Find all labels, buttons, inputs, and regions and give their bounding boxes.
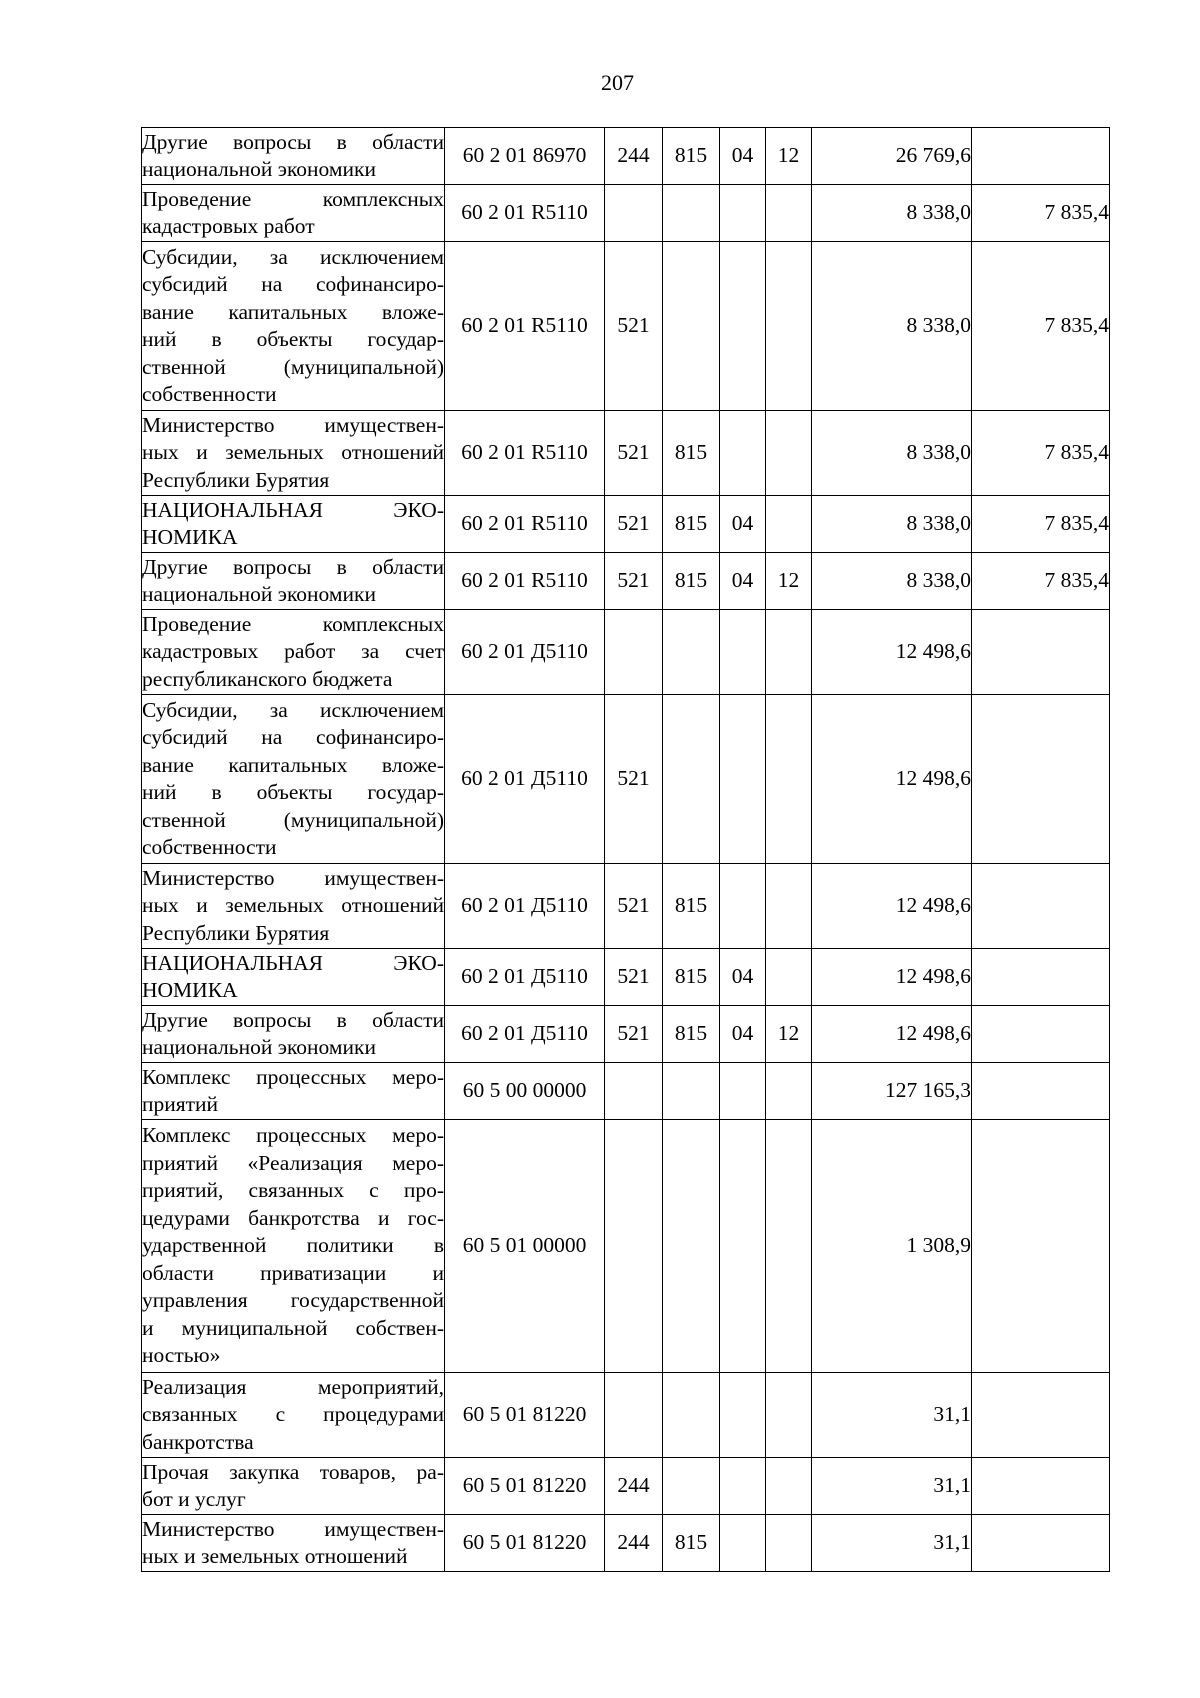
amount-cell: 8 338,0 bbox=[812, 185, 972, 242]
expense-type-cell bbox=[605, 1063, 663, 1120]
amount-federal-cell bbox=[972, 1006, 1110, 1063]
expense-type-cell: 244 bbox=[605, 1458, 663, 1515]
amount-federal-cell bbox=[972, 128, 1110, 185]
amount-cell: 31,1 bbox=[812, 1515, 972, 1572]
amount-cell: 12 498,6 bbox=[812, 695, 972, 864]
amount-cell: 26 769,6 bbox=[812, 128, 972, 185]
amount-federal-cell: 7 835,4 bbox=[972, 411, 1110, 496]
amount-federal-cell: 7 835,4 bbox=[972, 185, 1110, 242]
amount-federal-cell bbox=[972, 1458, 1110, 1515]
target-code-cell: 60 5 01 00000 bbox=[445, 1120, 605, 1373]
item-name-cell: Министерство имуществен- ных и земельных отношений Республики Бурятия bbox=[142, 411, 445, 496]
section-cell: 04 bbox=[720, 553, 766, 610]
expense-type-cell: 521 bbox=[605, 242, 663, 411]
amount-cell: 12 498,6 bbox=[812, 1006, 972, 1063]
item-name-cell: Комплекс процессных меро- приятий bbox=[142, 1063, 445, 1120]
section-cell: 04 bbox=[720, 1006, 766, 1063]
amount-cell: 12 498,6 bbox=[812, 949, 972, 1006]
ministry-code-cell bbox=[663, 1120, 720, 1373]
table-row bbox=[142, 1063, 1110, 1120]
item-name-cell: Другие вопросы в области национальной экономики bbox=[142, 553, 445, 610]
table-row bbox=[142, 553, 1110, 610]
target-code-cell: 60 2 01 86970 bbox=[445, 128, 605, 185]
section-cell bbox=[720, 1515, 766, 1572]
ministry-code-cell: 815 bbox=[663, 553, 720, 610]
expense-type-cell bbox=[605, 1373, 663, 1458]
subsection-cell bbox=[766, 1120, 812, 1373]
amount-federal-cell bbox=[972, 949, 1110, 1006]
subsection-cell bbox=[766, 695, 812, 864]
target-code-cell: 60 2 01 Д5110 bbox=[445, 610, 605, 695]
item-name-cell: Комплекс процессных меро- приятий «Реализация меро- приятий, связанных с про- цедурами банкротства и гос- ударственной политики в области приватизации и управления государственной и муниципальной собствен- ностью» bbox=[142, 1120, 445, 1373]
amount-cell: 127 165,3 bbox=[812, 1063, 972, 1120]
ministry-code-cell bbox=[663, 610, 720, 695]
subsection-cell bbox=[766, 185, 812, 242]
expense-type-cell: 521 bbox=[605, 553, 663, 610]
expense-type-cell bbox=[605, 610, 663, 695]
expense-type-cell: 521 bbox=[605, 1006, 663, 1063]
ministry-code-cell bbox=[663, 1063, 720, 1120]
subsection-cell bbox=[766, 1373, 812, 1458]
amount-federal-cell bbox=[972, 695, 1110, 864]
section-cell: 04 bbox=[720, 496, 766, 553]
section-cell bbox=[720, 864, 766, 949]
amount-cell: 8 338,0 bbox=[812, 411, 972, 496]
target-code-cell: 60 5 01 81220 bbox=[445, 1515, 605, 1572]
subsection-cell bbox=[766, 1063, 812, 1120]
subsection-cell bbox=[766, 949, 812, 1006]
ministry-code-cell: 815 bbox=[663, 411, 720, 496]
section-cell bbox=[720, 411, 766, 496]
ministry-code-cell bbox=[663, 185, 720, 242]
amount-federal-cell bbox=[972, 1063, 1110, 1120]
table-row bbox=[142, 496, 1110, 553]
target-code-cell: 60 5 01 81220 bbox=[445, 1458, 605, 1515]
item-name-cell: Другие вопросы в области национальной экономики bbox=[142, 128, 445, 185]
ministry-code-cell bbox=[663, 242, 720, 411]
target-code-cell: 60 2 01 Д5110 bbox=[445, 695, 605, 864]
section-cell bbox=[720, 242, 766, 411]
subsection-cell bbox=[766, 496, 812, 553]
expense-type-cell: 521 bbox=[605, 695, 663, 864]
target-code-cell: 60 2 01 R5110 bbox=[445, 411, 605, 496]
expense-type-cell bbox=[605, 185, 663, 242]
section-cell bbox=[720, 1458, 766, 1515]
amount-cell: 31,1 bbox=[812, 1458, 972, 1515]
section-cell bbox=[720, 185, 766, 242]
section-cell: 04 bbox=[720, 949, 766, 1006]
amount-federal-cell: 7 835,4 bbox=[972, 553, 1110, 610]
expense-type-cell: 521 bbox=[605, 864, 663, 949]
target-code-cell: 60 2 01 R5110 bbox=[445, 185, 605, 242]
table-row bbox=[142, 864, 1110, 949]
table-row bbox=[142, 128, 1110, 185]
subsection-cell bbox=[766, 610, 812, 695]
target-code-cell: 60 2 01 Д5110 bbox=[445, 949, 605, 1006]
expense-type-cell: 521 bbox=[605, 496, 663, 553]
amount-cell: 8 338,0 bbox=[812, 553, 972, 610]
ministry-code-cell bbox=[663, 1458, 720, 1515]
table-row bbox=[142, 411, 1110, 496]
ministry-code-cell bbox=[663, 1373, 720, 1458]
ministry-code-cell bbox=[663, 695, 720, 864]
expense-type-cell: 244 bbox=[605, 128, 663, 185]
section-cell bbox=[720, 1373, 766, 1458]
ministry-code-cell: 815 bbox=[663, 496, 720, 553]
section-cell bbox=[720, 1063, 766, 1120]
section-cell bbox=[720, 695, 766, 864]
ministry-code-cell: 815 bbox=[663, 864, 720, 949]
table-row bbox=[142, 610, 1110, 695]
amount-federal-cell: 7 835,4 bbox=[972, 242, 1110, 411]
expense-type-cell: 521 bbox=[605, 949, 663, 1006]
item-name-cell: Субсидии, за исключением субсидий на софинансиро- вание капитальных вложе- ний в объекты государ- ственной (муниципальной) собственности bbox=[142, 695, 445, 864]
amount-cell: 1 308,9 bbox=[812, 1120, 972, 1373]
item-name-cell: Министерство имуществен- ных и земельных отношений Республики Бурятия bbox=[142, 864, 445, 949]
subsection-cell: 12 bbox=[766, 1006, 812, 1063]
amount-cell: 12 498,6 bbox=[812, 610, 972, 695]
amount-cell: 8 338,0 bbox=[812, 242, 972, 411]
item-name-cell: НАЦИОНАЛЬНАЯ ЭКО- НОМИКА bbox=[142, 496, 445, 553]
item-name-cell: Прочая закупка товаров, ра- бот и услуг bbox=[142, 1458, 445, 1515]
amount-federal-cell bbox=[972, 1120, 1110, 1373]
table-row bbox=[142, 1515, 1110, 1572]
table-row bbox=[142, 185, 1110, 242]
subsection-cell bbox=[766, 242, 812, 411]
item-name-cell: Проведение комплексных кадастровых работ за счет республиканского бюджета bbox=[142, 610, 445, 695]
subsection-cell bbox=[766, 864, 812, 949]
subsection-cell: 12 bbox=[766, 128, 812, 185]
budget-table-body bbox=[142, 128, 1110, 1572]
ministry-code-cell: 815 bbox=[663, 1006, 720, 1063]
table-row bbox=[142, 949, 1110, 1006]
amount-cell: 8 338,0 bbox=[812, 496, 972, 553]
amount-federal-cell: 7 835,4 bbox=[972, 496, 1110, 553]
target-code-cell: 60 2 01 Д5110 bbox=[445, 864, 605, 949]
budget-table bbox=[141, 127, 1110, 1572]
section-cell: 04 bbox=[720, 128, 766, 185]
item-name-cell: НАЦИОНАЛЬНАЯ ЭКО- НОМИКА bbox=[142, 949, 445, 1006]
table-row bbox=[142, 1006, 1110, 1063]
target-code-cell: 60 5 00 00000 bbox=[445, 1063, 605, 1120]
target-code-cell: 60 2 01 R5110 bbox=[445, 553, 605, 610]
target-code-cell: 60 2 01 R5110 bbox=[445, 496, 605, 553]
amount-cell: 12 498,6 bbox=[812, 864, 972, 949]
ministry-code-cell: 815 bbox=[663, 949, 720, 1006]
table-row bbox=[142, 695, 1110, 864]
ministry-code-cell: 815 bbox=[663, 128, 720, 185]
amount-cell: 31,1 bbox=[812, 1373, 972, 1458]
subsection-cell bbox=[766, 1458, 812, 1515]
subsection-cell: 12 bbox=[766, 553, 812, 610]
item-name-cell: Субсидии, за исключением субсидий на софинансиро- вание капитальных вложе- ний в объекты государ- ственной (муниципальной) собственности bbox=[142, 242, 445, 411]
amount-federal-cell bbox=[972, 864, 1110, 949]
page-number: 207 bbox=[601, 70, 634, 95]
table-row bbox=[142, 242, 1110, 411]
table-row bbox=[142, 1373, 1110, 1458]
item-name-cell: Проведение комплексных кадастровых работ bbox=[142, 185, 445, 242]
amount-federal-cell bbox=[972, 1373, 1110, 1458]
target-code-cell: 60 5 01 81220 bbox=[445, 1373, 605, 1458]
amount-federal-cell bbox=[972, 610, 1110, 695]
item-name-cell: Другие вопросы в области национальной экономики bbox=[142, 1006, 445, 1063]
section-cell bbox=[720, 1120, 766, 1373]
item-name-cell: Министерство имуществен- ных и земельных отношений bbox=[142, 1515, 445, 1572]
table-row bbox=[142, 1458, 1110, 1515]
item-name-cell: Реализация мероприятий, связанных с процедурами банкротства bbox=[142, 1373, 445, 1458]
expense-type-cell bbox=[605, 1120, 663, 1373]
target-code-cell: 60 2 01 R5110 bbox=[445, 242, 605, 411]
amount-federal-cell bbox=[972, 1515, 1110, 1572]
ministry-code-cell: 815 bbox=[663, 1515, 720, 1572]
table-row bbox=[142, 1120, 1110, 1373]
expense-type-cell: 244 bbox=[605, 1515, 663, 1572]
target-code-cell: 60 2 01 Д5110 bbox=[445, 1006, 605, 1063]
expense-type-cell: 521 bbox=[605, 411, 663, 496]
subsection-cell bbox=[766, 411, 812, 496]
section-cell bbox=[720, 610, 766, 695]
subsection-cell bbox=[766, 1515, 812, 1572]
